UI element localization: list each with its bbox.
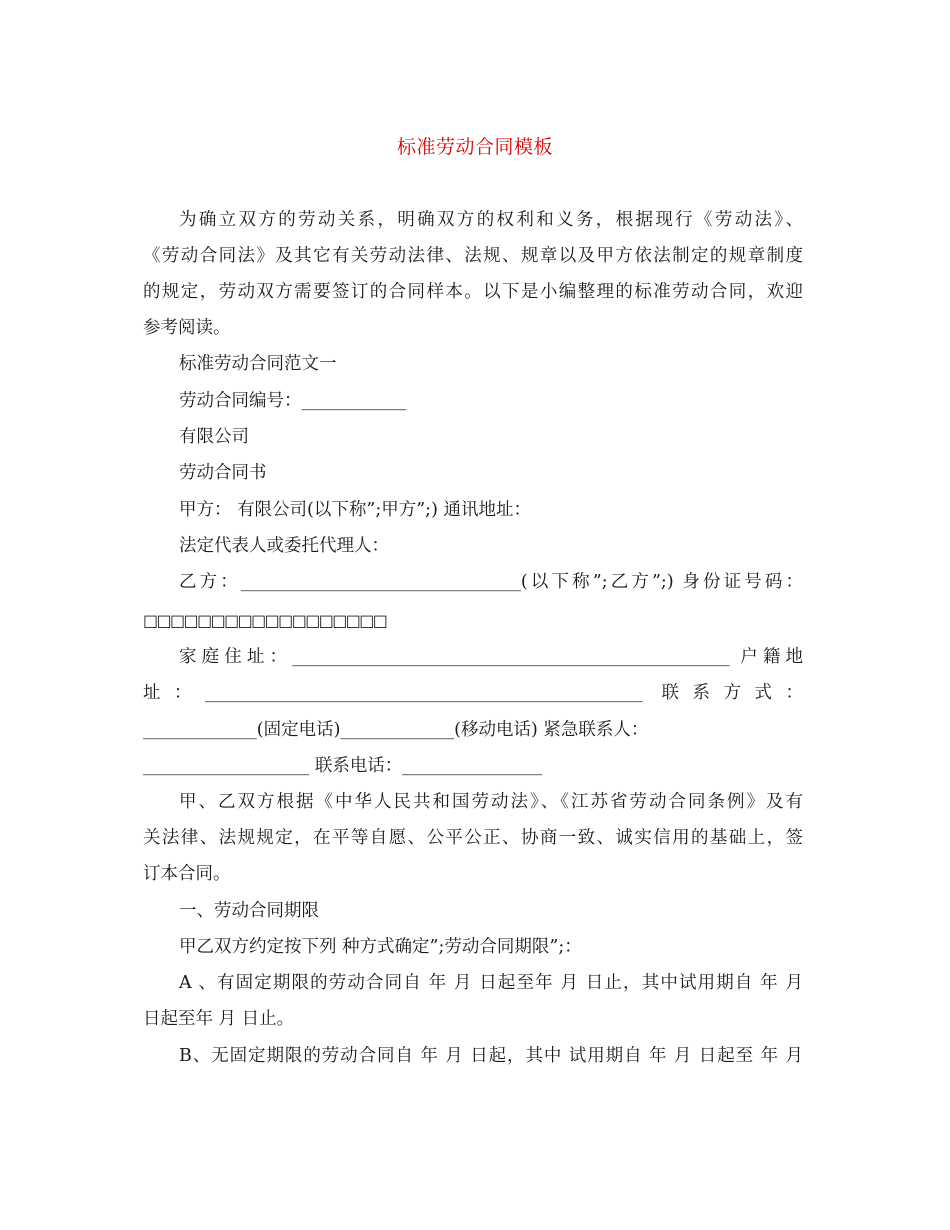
section-intro-line: 甲乙双方约定按下列 种方式确定”;劳动合同期限”;：: [179, 937, 582, 957]
company-name: 有限公司: [179, 427, 249, 447]
contract-number-field: 劳动合同编号：____________: [179, 391, 407, 411]
option-a-line: 日起至年 月 日止。: [143, 1009, 295, 1029]
sample-heading: 标准劳动合同范文一: [179, 354, 337, 374]
section-heading: 一、劳动合同期限: [179, 901, 319, 921]
basis-paragraph-line: 甲、乙双方根据《中华人民共和国劳动法》、《江苏省劳动合同条例》及有: [179, 792, 803, 812]
emergency-phone-line: ___________________ 联系电话：________________: [143, 756, 543, 776]
contract-book-heading: 劳动合同书: [179, 463, 267, 483]
basis-paragraph-line: 订本合同。: [143, 864, 231, 884]
option-b-line: B、无固定期限的劳动合同自 年 月 日起，其中 试用期自 年 月 日起至 年 月: [179, 1046, 803, 1066]
party-b-line: 乙方：________________________________(以下称”;乙方”;) 身份证号码：: [179, 572, 803, 592]
registered-address-line: 址：__________________________________________________ 联系方式：: [143, 683, 803, 703]
option-a-line: A 、有固定期限的劳动合同自 年 月 日起至年 月 日止，其中试用期自 年 月: [179, 973, 803, 993]
intro-paragraph-line: 为确立双方的劳动关系，明确双方的权利和义务，根据现行《劳动法》、: [179, 210, 803, 230]
legal-representative-line: 法定代表人或委托代理人：: [179, 536, 389, 556]
party-a-line: 甲方： 有限公司(以下称”;甲方”;) 通讯地址：: [179, 500, 531, 520]
id-number-boxes: □□□□□□□□□□□□□□□□□□: [143, 611, 387, 630]
intro-paragraph-line: 参考阅读。: [143, 318, 231, 338]
phone-fields-line: _____________(固定电话)_____________(移动电话) 紧急联系人：: [143, 720, 649, 740]
document-title: 标准劳动合同模板: [396, 136, 553, 158]
intro-paragraph-line: 《劳动合同法》及其它有关劳动法律、法规、规章以及甲方依法制定的规章制度: [143, 246, 803, 266]
intro-paragraph-line: 的规定，劳动双方需要签订的合同样本。以下是小编整理的标准劳动合同，欢迎: [143, 282, 803, 302]
home-address-line: 家庭住址：__________________________________________________ 户籍地: [179, 647, 803, 667]
basis-paragraph-line: 关法律、法规规定，在平等自愿、公平公正、协商一致、诚实信用的基础上，签: [143, 828, 803, 848]
